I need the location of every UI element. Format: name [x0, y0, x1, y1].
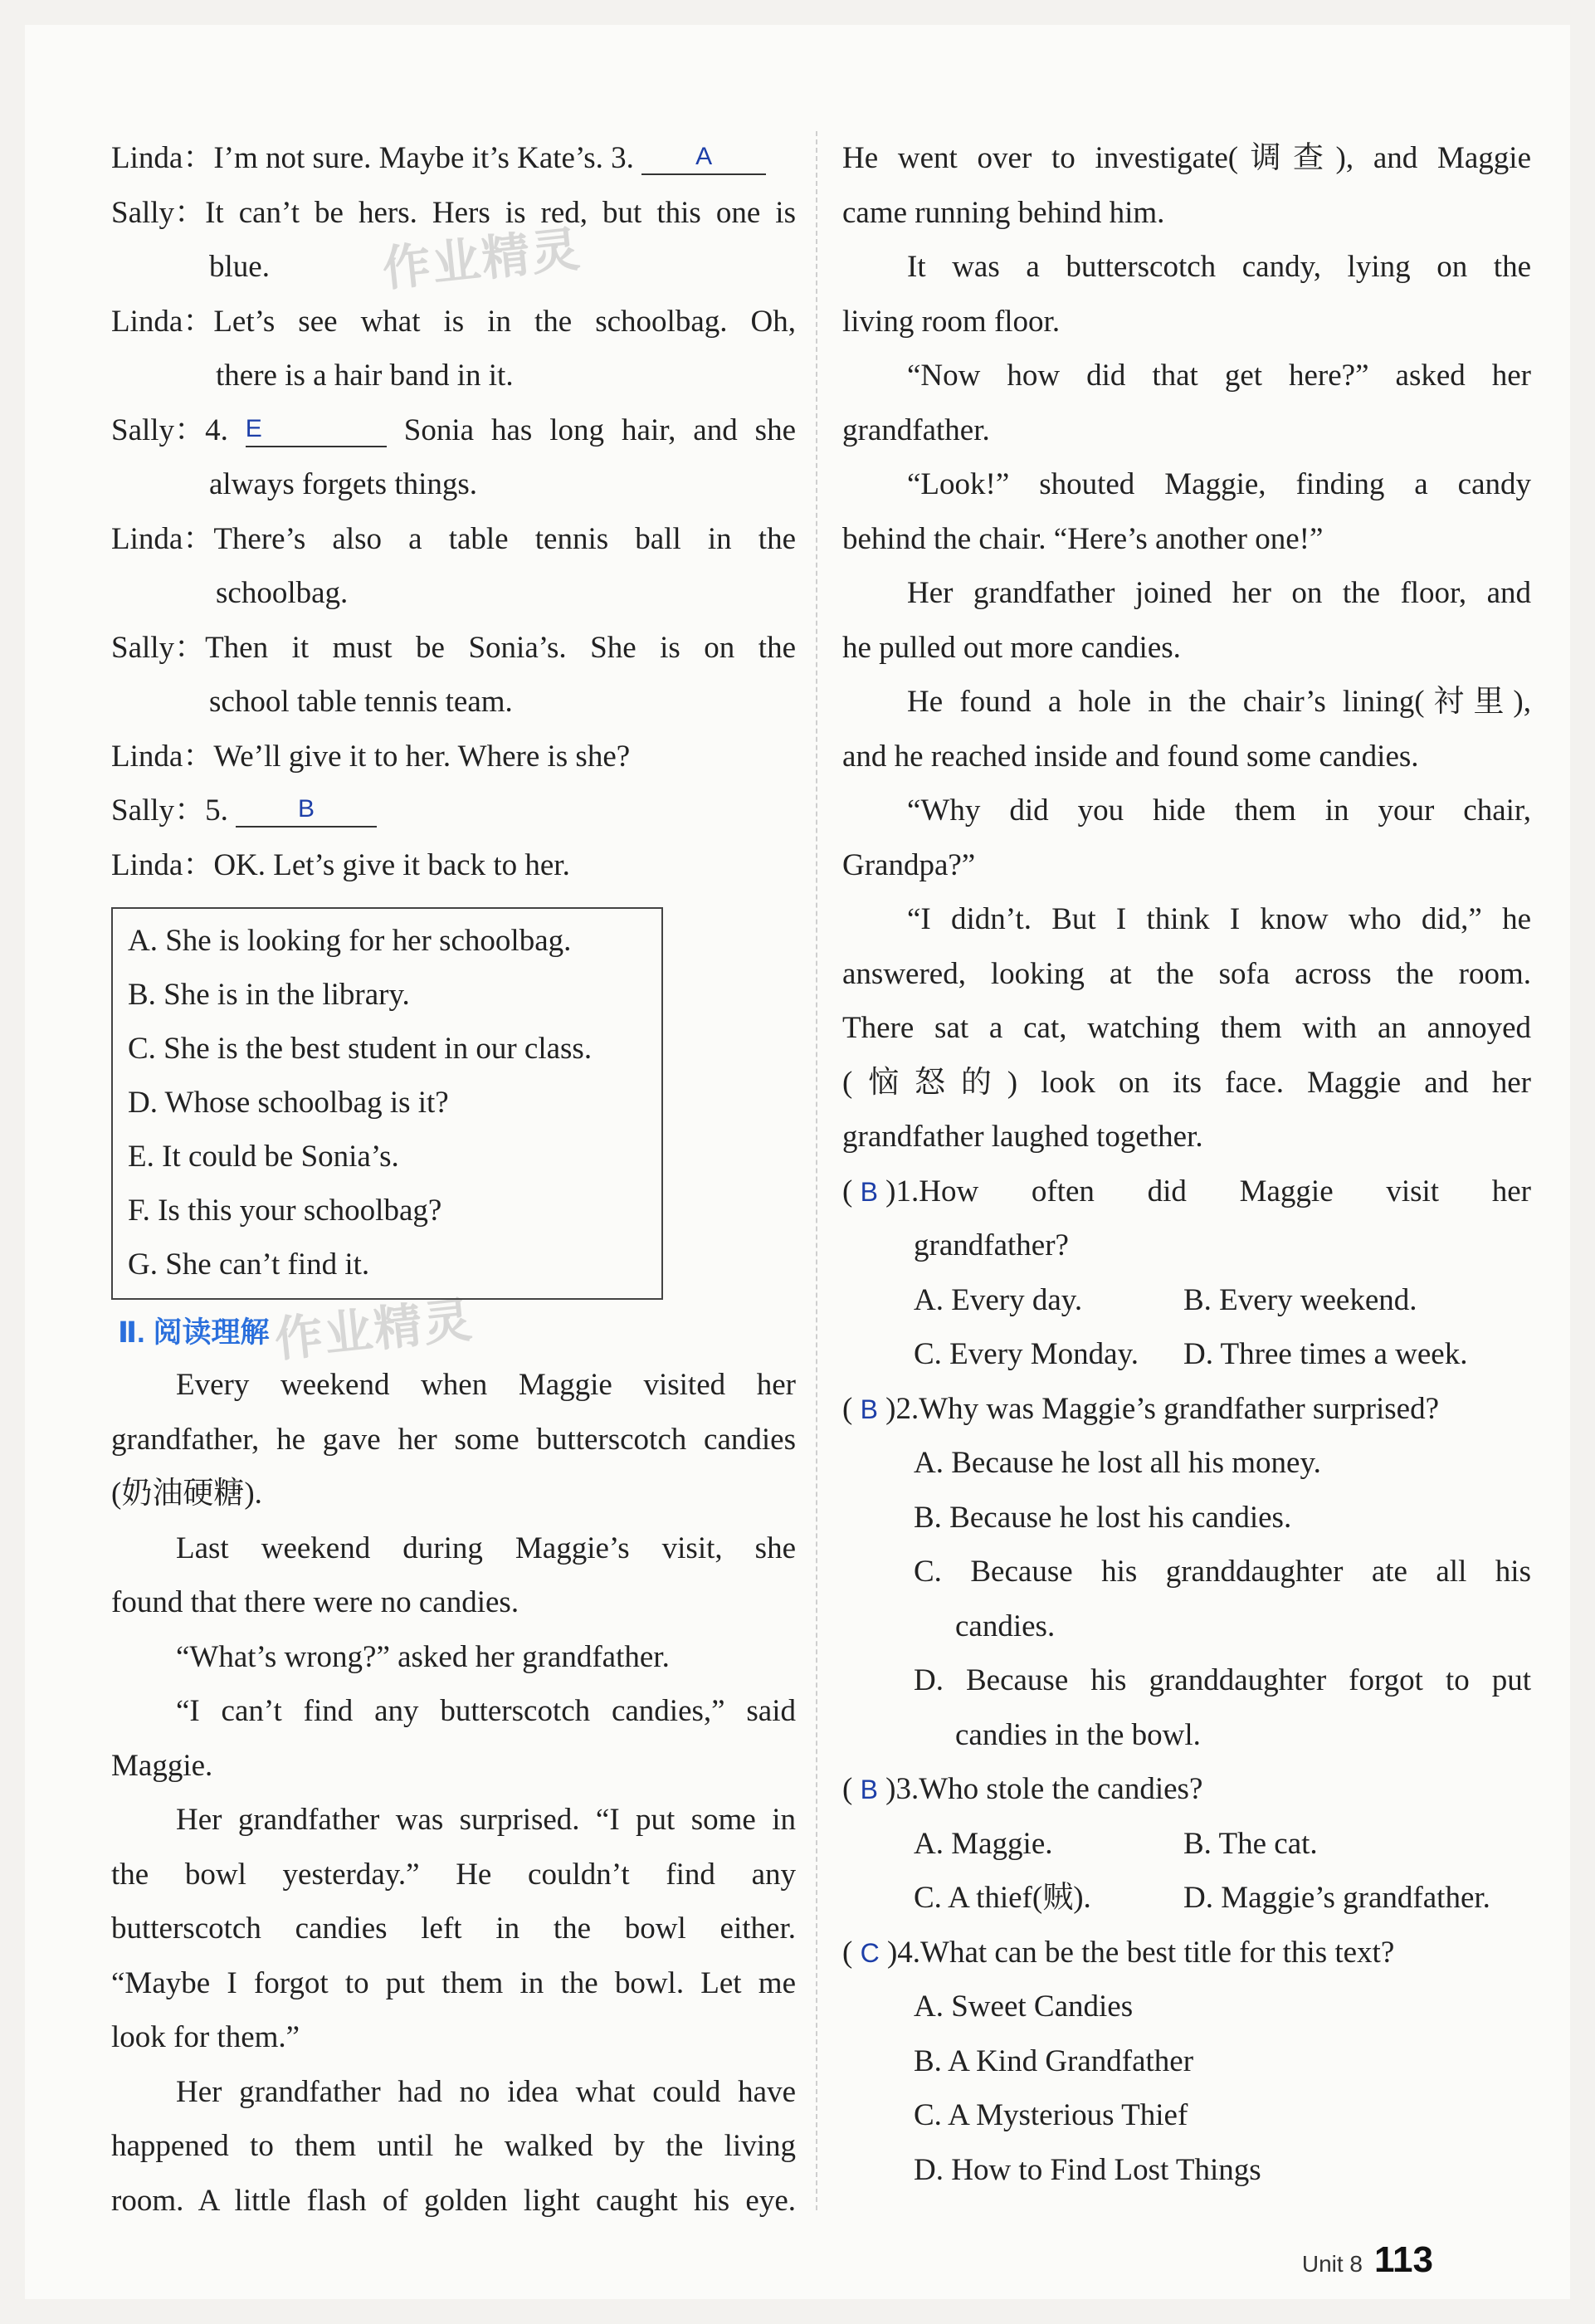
dialogue-line	[111, 240, 796, 295]
passage-line	[111, 1413, 796, 1467]
passage-line	[842, 403, 1531, 458]
dialogue-line	[111, 512, 796, 567]
bracket-open: (	[842, 1772, 861, 1806]
answer-bracket	[842, 1762, 896, 1818]
speaker-colon: ：	[183, 304, 214, 339]
passage-line	[842, 186, 1531, 241]
dialogue-line	[111, 403, 796, 458]
answer-option: B. Every weekend.	[1183, 1282, 1417, 1317]
passage-line	[111, 2174, 796, 2229]
option-text: B. A Kind Grandfather	[914, 2043, 1194, 2078]
passage-line	[842, 349, 1531, 403]
passage-line	[842, 947, 1531, 1002]
passage-line	[842, 675, 1531, 730]
option-item: A. She is looking for her schoolbag.	[128, 924, 572, 958]
dialogue-line	[111, 784, 796, 838]
option-row	[842, 1817, 1531, 1872]
page-number: 113	[1374, 2239, 1433, 2280]
page-footer	[1302, 2239, 1433, 2281]
passage-line	[111, 1902, 796, 1956]
passage-line	[842, 621, 1531, 676]
question-number: 3.	[895, 1772, 919, 1806]
question-line	[842, 1218, 1531, 1273]
dialogue-text	[205, 186, 796, 241]
answer-option	[842, 2088, 1531, 2143]
answer-bracket	[842, 1382, 896, 1438]
passage-line	[111, 1521, 796, 1576]
dialogue-text	[213, 838, 796, 893]
dialogue-line	[111, 349, 796, 403]
answer-option	[842, 1708, 1531, 1763]
section-title: Ⅱ. 阅读理解	[118, 1316, 270, 1349]
passage-text: found that there were no candies.	[111, 1585, 519, 1619]
passage-text: He found a hole in the chair’s lining(衬里),	[907, 685, 1531, 719]
speaker-name: Sally	[111, 195, 175, 230]
passage-text: Her grandfather was surprised. “I put some in	[176, 1803, 796, 1837]
option-text: B. Because he lost his candies.	[914, 1500, 1292, 1535]
dialogue-text	[205, 784, 796, 838]
option-item: B. She is in the library.	[128, 978, 410, 1012]
option-text: D. Because his granddaughter forgot to put	[914, 1663, 1531, 1697]
speaker-name: Linda	[111, 739, 183, 774]
passage-text: It was a butterscotch candy, lying on the	[907, 250, 1531, 284]
passage-line	[842, 1001, 1531, 1056]
speaker-colon: ：	[183, 141, 214, 175]
left-column	[111, 131, 796, 2228]
bracket-close: )	[879, 1935, 898, 1970]
dialogue-text	[213, 131, 796, 186]
question-number: 2.	[895, 1391, 919, 1426]
dialogue-line	[111, 838, 796, 893]
dialogue-line	[111, 295, 796, 349]
passage-line	[111, 1956, 796, 2011]
answer-option: A. Every day.	[914, 1282, 1083, 1317]
passage-text: “I can’t find any butterscotch candies,” said	[176, 1694, 796, 1728]
dialogue-line-text: I’m not sure. Maybe it’s Kate’s. 3.	[213, 141, 642, 175]
passage-line	[842, 512, 1531, 567]
option-text: C. Because his granddaughter ate all his	[914, 1555, 1531, 1589]
passage-text: Every weekend when Maggie visited her	[176, 1368, 796, 1402]
passage-text: came running behind him.	[842, 195, 1165, 230]
dialogue-line-text: It can’t be hers. Hers is red, but this one is	[205, 195, 796, 230]
passage-text: Her grandfather had no idea what could have	[176, 2074, 796, 2109]
option-row	[842, 1871, 1531, 1926]
passage-text: “I didn’t. But I think I know who did,” he	[907, 902, 1531, 936]
speaker-colon: ：	[183, 521, 214, 556]
bracket-close: )	[877, 1174, 896, 1208]
passage-line	[111, 2065, 796, 2120]
passage-line	[842, 838, 1531, 893]
bracket-open: (	[842, 1174, 861, 1208]
question-text: How often did Maggie visit her	[919, 1174, 1531, 1208]
answer-option	[842, 1436, 1531, 1491]
answer-bracket	[842, 1926, 897, 1981]
speaker-colon: ：	[183, 847, 214, 882]
answer-option: D. Three times a week.	[1183, 1337, 1468, 1371]
speaker-name: Linda	[111, 847, 183, 882]
option-item: G. She can’t find it.	[128, 1247, 370, 1282]
passage-text: “Why did you hide them in your chair,	[907, 793, 1531, 828]
passage-text: and he reached inside and found some candies.	[842, 739, 1419, 774]
passage-line	[111, 1684, 796, 1739]
dialogue-line-text: OK. Let’s give it back to her.	[213, 847, 570, 882]
passage-text: grandfather.	[842, 413, 990, 447]
passage-line	[842, 892, 1531, 947]
question-number: 5.	[205, 793, 237, 828]
option-row	[842, 1273, 1531, 1328]
speaker-name: Sally	[111, 413, 175, 447]
answer-blank: E	[246, 413, 387, 447]
answer-option: A. Maggie.	[914, 1826, 1053, 1861]
answer-option	[842, 2143, 1531, 2198]
speaker-name: Linda	[111, 304, 183, 339]
dialogue	[111, 131, 796, 892]
question-line	[842, 1926, 1531, 1980]
question-line	[842, 1382, 1531, 1437]
option-text: A. Sweet Candies	[914, 1990, 1134, 2024]
passage-text: the bowl yesterday.” He couldn’t find any	[111, 1857, 796, 1892]
option-text: candies in the bowl.	[955, 1717, 1201, 1752]
dialogue-line-text: There’s also a table tennis ball in the	[213, 521, 796, 556]
passage-text: he pulled out more candies.	[842, 630, 1181, 665]
question-line	[842, 1762, 1531, 1817]
question-text: grandfather?	[914, 1228, 1069, 1262]
dialogue-line-text: schoolbag.	[216, 576, 349, 610]
dialogue-text	[213, 295, 796, 349]
right-column	[842, 131, 1531, 2197]
speaker-colon: ：	[174, 195, 206, 230]
answer-mark: B	[860, 1176, 878, 1207]
answer-option	[842, 1491, 1531, 1545]
passage-line	[842, 1110, 1531, 1164]
question-number: 1.	[895, 1174, 919, 1208]
passage-text: Her grandfather joined her on the floor, and	[907, 576, 1531, 610]
column-divider	[816, 131, 817, 2210]
passage-line	[111, 2010, 796, 2065]
answer-mark: B	[860, 1775, 878, 1804]
bracket-close: )	[877, 1391, 896, 1426]
passage-text: look for them.”	[111, 2020, 300, 2054]
option-item: F. Is this your schoolbag?	[128, 1194, 442, 1228]
passage-right	[842, 131, 1531, 1164]
passage-line	[842, 566, 1531, 621]
answer-option	[842, 1653, 1531, 1708]
speaker-colon: ：	[183, 739, 214, 774]
passage-text: answered, looking at the sofa across the room.	[842, 956, 1531, 991]
passage-text: behind the chair. “Here’s another one!”	[842, 521, 1324, 556]
question-line	[842, 1164, 1531, 1219]
question-number: 4.	[205, 413, 246, 447]
passage-line	[842, 131, 1531, 186]
passage-line	[111, 1739, 796, 1794]
passage-line	[842, 457, 1531, 512]
dialogue-text	[213, 730, 796, 784]
dialogue-text	[205, 403, 796, 458]
passage-line	[842, 784, 1531, 838]
question-number: 4.	[897, 1935, 921, 1970]
passage-text: Grandpa?”	[842, 847, 976, 882]
passage-text: butterscotch candies left in the bowl either.	[111, 1911, 796, 1946]
passage-line	[111, 1630, 796, 1685]
passage-text: Last weekend during Maggie’s visit, she	[176, 1531, 796, 1565]
passage-line	[842, 730, 1531, 784]
dialogue-line-text: there is a hair band in it.	[216, 359, 514, 393]
answer-blank: B	[236, 793, 377, 828]
question-text: What can be the best title for this text?	[920, 1935, 1395, 1970]
answer-blank: A	[641, 140, 766, 175]
answer-mark: C	[860, 1937, 880, 1968]
option-text: D. How to Find Lost Things	[914, 2152, 1261, 2187]
answer-option: C. A thief(贼).	[914, 1881, 1091, 1915]
answer-option: B. The cat.	[1183, 1826, 1318, 1861]
answer-option: D. Maggie’s grandfather.	[1183, 1881, 1490, 1915]
passage-line	[111, 1358, 796, 1413]
dialogue-line-text: Sonia has long hair, and she	[386, 413, 796, 447]
watermark: 作业精灵	[379, 220, 584, 298]
passage-line	[111, 1575, 796, 1630]
dialogue-line-text: blue.	[209, 250, 270, 284]
dialogue-line-text: always forgets things.	[209, 467, 478, 501]
dialogue-line	[111, 457, 796, 512]
option-item: D. Whose schoolbag is it?	[128, 1086, 449, 1120]
passage-text: (奶油硬糖).	[111, 1477, 262, 1511]
option-row	[842, 1327, 1531, 1382]
passage-text: “Now how did that get here?” asked her	[907, 359, 1531, 393]
bracket-open: (	[842, 1391, 861, 1426]
passage-text: grandfather laughed together.	[842, 1120, 1203, 1154]
dialogue-line-text: Then it must be Sonia’s. She is on the	[205, 630, 796, 665]
passage-text: “What’s wrong?” asked her grandfather.	[176, 1639, 670, 1674]
answer-mark: B	[860, 1394, 878, 1424]
passage-text: grandfather, he gave her some butterscotch candies	[111, 1422, 796, 1457]
dialogue-line	[111, 131, 796, 186]
passage-text: He went over to investigate(调查), and Maggie	[842, 141, 1531, 175]
answer-option	[842, 1980, 1531, 2034]
question-text: Who stole the candies?	[919, 1772, 1203, 1806]
option-text: candies.	[955, 1609, 1056, 1643]
dialogue-line	[111, 566, 796, 621]
passage-text: “Look!” shouted Maggie, finding a candy	[907, 467, 1531, 501]
speaker-colon: ：	[174, 793, 206, 828]
dialogue-line	[111, 186, 796, 241]
passage-line	[111, 2119, 796, 2174]
watermark: 作业精灵	[271, 1291, 476, 1369]
passage-line	[842, 1056, 1531, 1111]
dialogue-line	[111, 730, 796, 784]
bracket-close: )	[877, 1772, 896, 1806]
dialogue-line	[111, 675, 796, 730]
speaker-name: Sally	[111, 793, 175, 828]
speaker-name: Linda	[111, 141, 183, 175]
question-text: Why was Maggie’s grandfather surprised?	[919, 1391, 1439, 1426]
option-text: A. Because he lost all his money.	[914, 1446, 1321, 1480]
bracket-open: (	[842, 1935, 861, 1970]
questions	[842, 1164, 1531, 2198]
answer-option	[842, 1599, 1531, 1654]
passage-text: room. A little flash of golden light caught his eye.	[111, 2183, 796, 2218]
textbook-page	[25, 25, 1570, 2299]
speaker-name: Sally	[111, 630, 175, 665]
passage-line	[842, 295, 1531, 349]
passage-line	[111, 1467, 796, 1521]
passage-text: Maggie.	[111, 1748, 213, 1783]
dialogue-line-text: We’ll give it to her. Where is she?	[213, 739, 631, 774]
option-item: C. She is the best student in our class.	[128, 1032, 593, 1066]
passage-text: happened to them until he walked by the living	[111, 2129, 796, 2163]
passage-left	[111, 1358, 796, 2228]
answer-bracket	[842, 1164, 896, 1220]
answer-option	[842, 1545, 1531, 1599]
passage-text: (恼怒的) look on its face. Maggie and her	[842, 1065, 1531, 1100]
dialogue-text	[213, 512, 796, 567]
passage-line	[842, 240, 1531, 295]
passage-line	[111, 1848, 796, 1902]
speaker-name: Linda	[111, 521, 183, 556]
unit-label: Unit 8	[1301, 2251, 1363, 2277]
passage-line	[111, 1793, 796, 1848]
passage-text: “Maybe I forgot to put them in the bowl. Let me	[111, 1965, 796, 2000]
dialogue-line-text: Let’s see what is in the schoolbag. Oh,	[213, 304, 796, 339]
option-item: E. It could be Sonia’s.	[128, 1140, 399, 1174]
option-text: C. A Mysterious Thief	[914, 2098, 1188, 2132]
dialogue-text	[205, 621, 796, 676]
answer-option: C. Every Monday.	[914, 1337, 1139, 1371]
speaker-colon: ：	[174, 413, 206, 447]
speaker-colon: ：	[174, 630, 206, 665]
passage-text: There sat a cat, watching them with an annoyed	[842, 1011, 1531, 1045]
answer-option	[842, 2034, 1531, 2089]
options-box	[111, 907, 663, 1300]
passage-text: living room floor.	[842, 304, 1061, 339]
dialogue-line-text: school table tennis team.	[209, 685, 513, 719]
dialogue-line	[111, 621, 796, 676]
